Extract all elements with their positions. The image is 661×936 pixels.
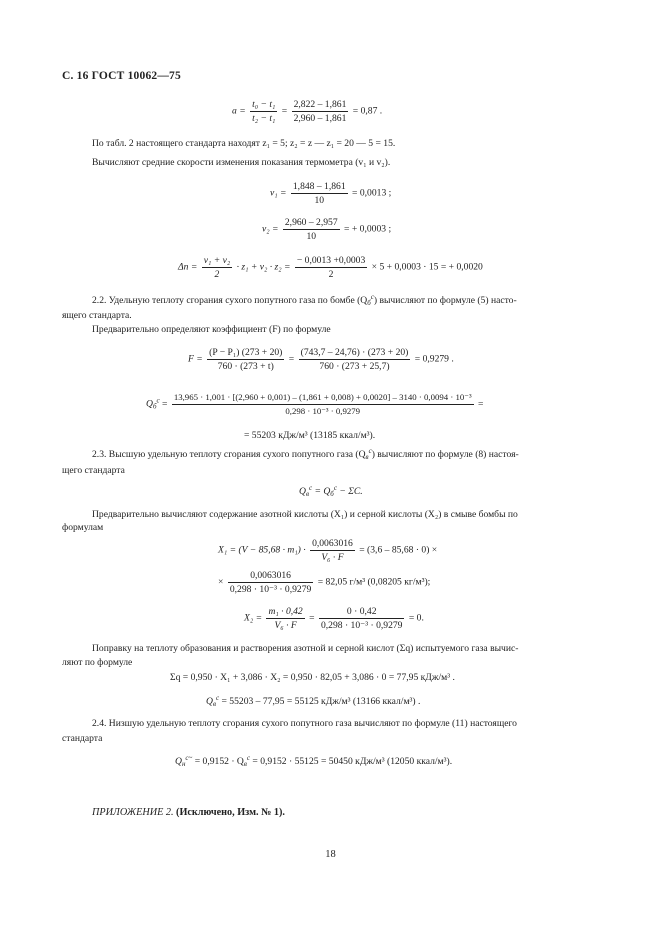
equation-X2: X₂ = $\frac{\text{m₁ · 0,42}}{\text{V₆ · F}}$ = $\frac{0 \cdot 0,42}{\text{0,298 · 10⁻³ · 0,9279}}$ = 0. (244, 606, 424, 631)
equation-Q-bomb: $Q_б^с$ = 13,965 · 1,001 · [(2,960 + 0,001) – (1,861 + 0,008) + 0,0020] – 3140 · 0,0094 · 10⁻³ 0,298 · 10⁻³ · 0,9279 = (146, 392, 484, 416)
paragraph-2-4-line2: стандарта (62, 733, 103, 744)
equation-a: a = $\frac{\text{t₀ − t₁}}{\text{t₂ − t₁}}$ = $\frac{2,822 - 1,861}{2,960 - 1,861}$ = 0,87 . (232, 99, 383, 124)
equation-Q-low: $Q_н^{с\sim} = 0,9152 \cdot Q_в^с = 0,9152 \cdot 55125 = 50450$ кДж/м³ (12050 ккал/м³). (175, 754, 453, 768)
paragraph-2-3-line2: щего стандарта (62, 465, 125, 476)
equation-Q-bomb-result: = 55203 кДж/м³ (13185 ккал/м³). (244, 430, 376, 441)
equation-v2: v₂ = $\frac{2,960 - 2,957}{10}$ = + 0,0003 ; (262, 217, 392, 242)
equation-v1: v₁ = $\frac{1,848 - 1,861}{10}$ = 0,0013 ; (270, 181, 392, 206)
page-header: С. 16 ГОСТ 10062—75 (62, 70, 181, 82)
page-number: 18 (325, 849, 336, 860)
paragraph-correction-line1: Поправку на теплоту образования и растворения азотной и серной кислот (Σq) испытуемого газа вычис- (92, 643, 519, 654)
paragraph-2-3-line1: 2.3. Высшую удельную теплоту сгорания сухого попутного газа $(Q_в^с)$ вычисляют по формуле (8) настоя- (92, 447, 519, 461)
equation-X1: X₁ = (V − 85,68 · m₁) · $\frac{0,0063016}{\text{V₆ · F}}$ = (3,6 – 85,68 · 0) × (218, 538, 438, 563)
equation-delta-n: Δn = $\frac{\text{v₁ + v₂}}{2}$ · z₁ + v₂ · z₂ = $\frac{- 0,0013 +0,0003}{2}$ × 5 + 0,0003 · 15 = + 0,0020 (178, 255, 483, 280)
appendix-note: ПРИЛОЖЕНИЕ 2. (Исключено, Изм. № 1). (92, 807, 285, 818)
paragraph-2-4-line1: 2.4. Низшую удельную теплоту сгорания сухого попутного газа вычисляют по формуле (11) настоящего (92, 718, 517, 729)
equation-F: F = $\frac{\text{(P − P₁) (273 + 20)}}{760 \cdot (273 + t)}$ = $\frac{(743,7 - 24,76) \cdot (273 + 20)}{760 \cdot (273 + 25,7)}$ = 0,9279 . (188, 347, 454, 372)
equation-Q-high-result: $Q_в^с = 55203 - 77,95 = 55125$ кДж/м³ (13166 ккал/м³) . (206, 694, 421, 708)
paragraph-X-line2: формулам (62, 522, 104, 533)
paragraph-X-line1: Предварительно вычисляют содержание азотной кислоты (X₁) и серной кислоты (X₂) в смыве бомбы по (92, 509, 518, 520)
paragraph-F-intro: Предварительно определяют коэффициент (F) по формуле (92, 324, 331, 335)
paragraph-correction-line2: ляют по формуле (62, 657, 133, 668)
paragraph-2-2-line1: 2.2. Удельную теплоту сгорания сухого попутного газа по бомбе $(Q_б^с)$ вычисляют по формуле (5) насто- (92, 293, 517, 307)
paragraph-2-2-line2: ящего стандарта. (62, 310, 132, 321)
paragraph-table-ref: По табл. 2 настоящего стандарта находят z₁ = 5; z₂ = z — z₁ = 20 — 5 = 15. (92, 138, 396, 149)
equation-sum-q: Σq = 0,950 · X₁ + 3,086 · X₂ = 0,950 · 82,05 + 3,086 · 0 = 77,95 кДж/м³ . (170, 672, 455, 683)
paragraph-speeds: Вычисляют средние скорости изменения показания термометра (v₁ и v₂). (92, 157, 391, 168)
equation-Q-high: $Q_в^с = Q_б^с - \Sigma C$. (299, 484, 363, 498)
equation-X1-continued: × $\frac{0,0063016}{\text{0,298 · 10⁻³ · 0,9279}}$ = 82,05 г/м³ (0,08205 кг/м³); (218, 570, 431, 595)
